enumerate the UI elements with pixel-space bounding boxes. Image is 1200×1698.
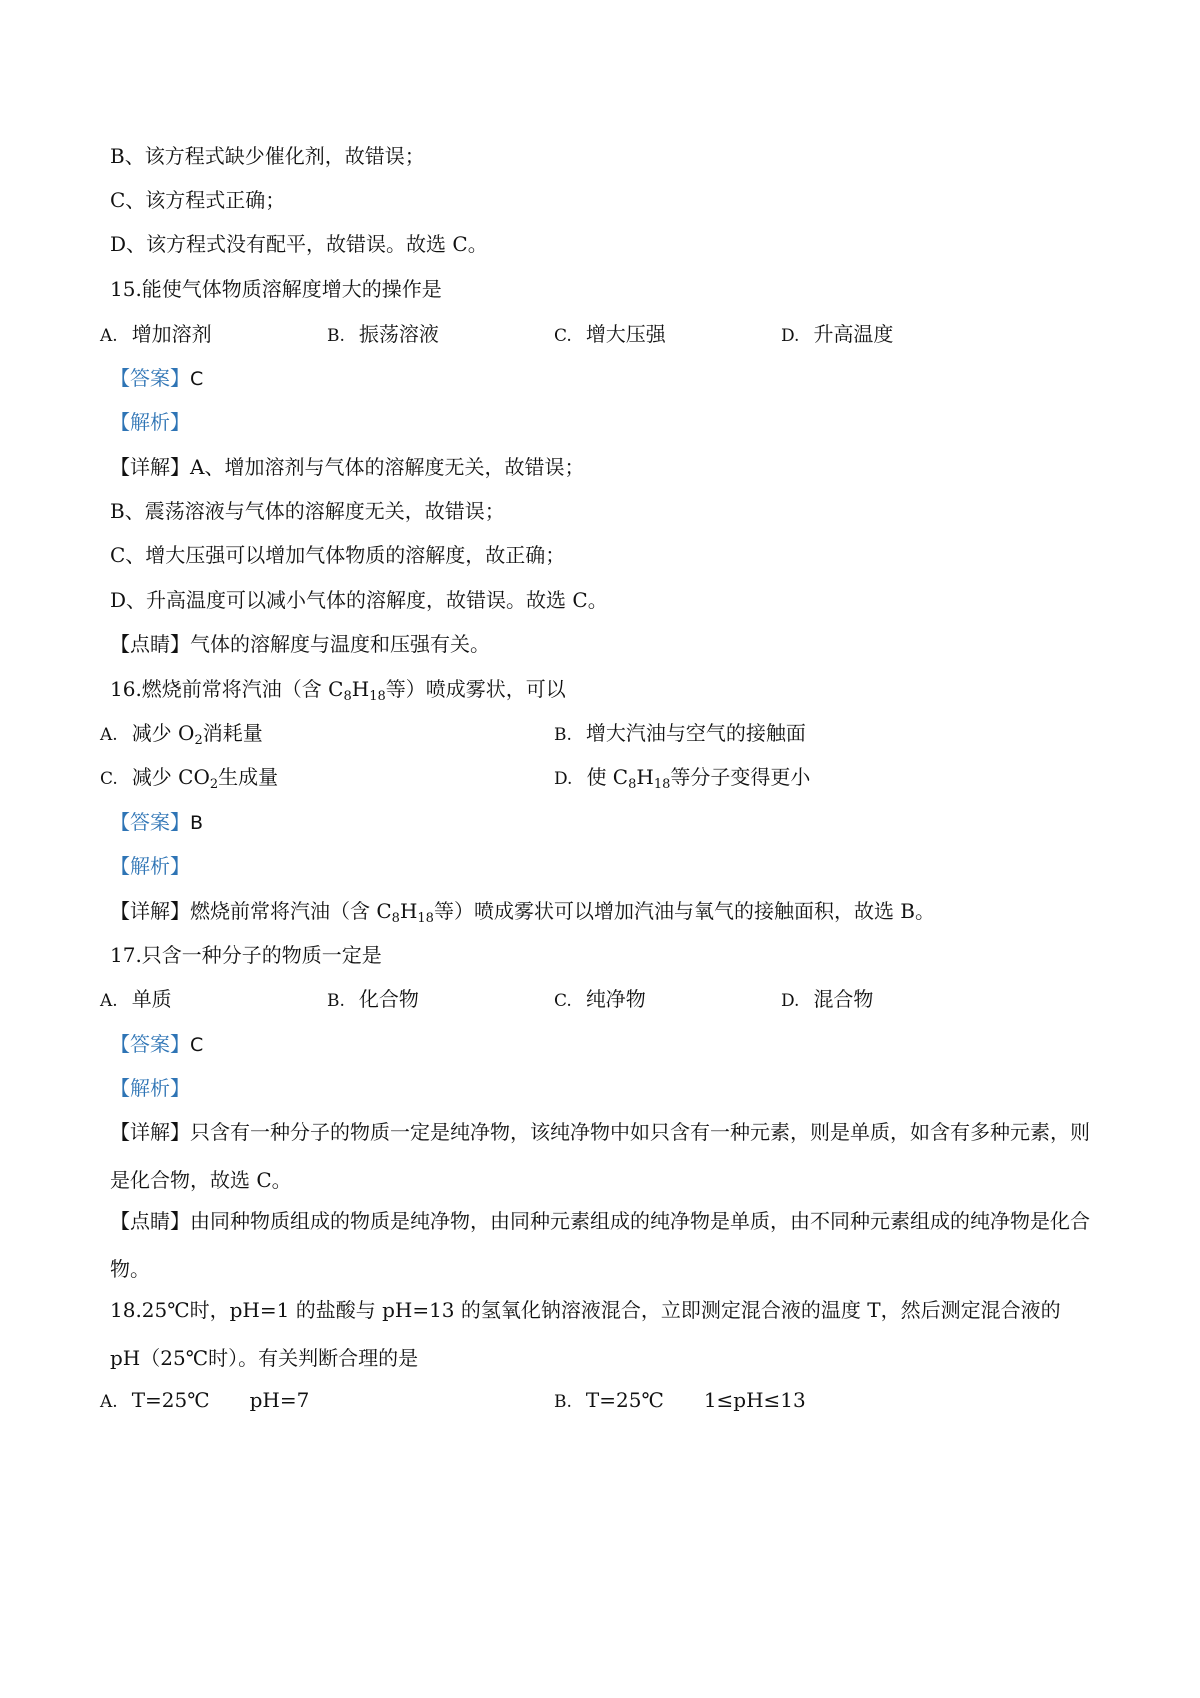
answer-tag: 【答案】: [110, 810, 190, 834]
q14-option-b-analysis: B、该方程式缺少催化剂，故错误；: [110, 144, 425, 168]
q14-option-d-analysis: D、该方程式没有配平，故错误。故选 C。: [110, 232, 488, 256]
q17-option-d: D. 混合物: [781, 987, 874, 1011]
answer-tag: 【答案】: [110, 366, 190, 390]
q17-option-a: A. 单质: [100, 987, 172, 1011]
q15-detail-line-b: B、震荡溶液与气体的溶解度无关，故错误；: [110, 499, 505, 523]
q17-answer: 【答案】C: [110, 1032, 204, 1056]
q16-stem: 16.燃烧前常将汽油（含 $C_8H_{18}$等）喷成雾状，可以: [110, 677, 566, 704]
answer-tag: 【答案】: [110, 1032, 190, 1056]
q18-option-a: A. T=25℃ pH=7: [100, 1388, 310, 1412]
q17-option-c: C. 纯净物: [554, 987, 646, 1011]
q16-option-a: A. 减少 $O_2$消耗量: [100, 721, 263, 748]
q15-detail-line-c: C、增大压强可以增加气体物质的溶解度，故正确；: [110, 543, 566, 567]
q17-comment: 【点睛】由同种物质组成的物质是纯净物，由同种元素组成的纯净物是单质，由不同种元素组成的纯净物是化合物。: [110, 1209, 1090, 1281]
q15-option-a: A. 增加溶剂: [100, 322, 212, 346]
q16-option-d: D. 使 $C_8H_{18}$等分子变得更小: [554, 765, 811, 792]
q17-option-b: B. 化合物: [327, 987, 419, 1011]
q18-stem: 18.25℃时，pH=1 的盐酸与 pH=13 的氢氧化钠溶液混合，立即测定混合液的温度 T，然后测定混合液的 pH（25℃时）。有关判断合理的是: [110, 1298, 1061, 1370]
q17-analysis-tag: 【解析】: [110, 1076, 190, 1100]
q15-option-d: D. 升高温度: [781, 322, 894, 346]
q15-analysis-tag: 【解析】: [110, 410, 190, 434]
q15-option-c: C. 增大压强: [554, 322, 666, 346]
q16-option-c: C. 减少 $CO_2$生成量: [100, 765, 279, 792]
q14-option-c-analysis: C、该方程式正确；: [110, 188, 286, 212]
q17-stem: 17.只含一种分子的物质一定是: [110, 943, 382, 967]
q15-detail: 【详解】A、增加溶剂与气体的溶解度无关，故错误；: [110, 455, 585, 479]
q15-stem: 15.能使气体物质溶解度增大的操作是: [110, 277, 442, 301]
q17-detail: 【详解】只含有一种分子的物质一定是纯净物，该纯净物中如只含有一种元素，则是单质，如含有多种元素，则是化合物，故选 C。: [110, 1120, 1090, 1192]
q15-detail-line-d: D、升高温度可以减小气体的溶解度，故错误。故选 C。: [110, 588, 608, 612]
q15-option-b: B. 振荡溶液: [327, 322, 439, 346]
q16-option-b: B. 增大汽油与空气的接触面: [554, 721, 806, 745]
q15-comment: 【点睛】气体的溶解度与温度和压强有关。: [110, 632, 490, 656]
q18-option-b: B. T=25℃ 1≤pH≤13: [554, 1388, 806, 1412]
q15-answer: 【答案】C: [110, 366, 204, 390]
q16-answer: 【答案】B: [110, 810, 204, 834]
q16-analysis-tag: 【解析】: [110, 854, 190, 878]
q16-detail: 【详解】燃烧前常将汽油（含 $C_8H_{18}$等）喷成雾状可以增加汽油与氧气的接触面积，故选 B。: [110, 899, 936, 926]
